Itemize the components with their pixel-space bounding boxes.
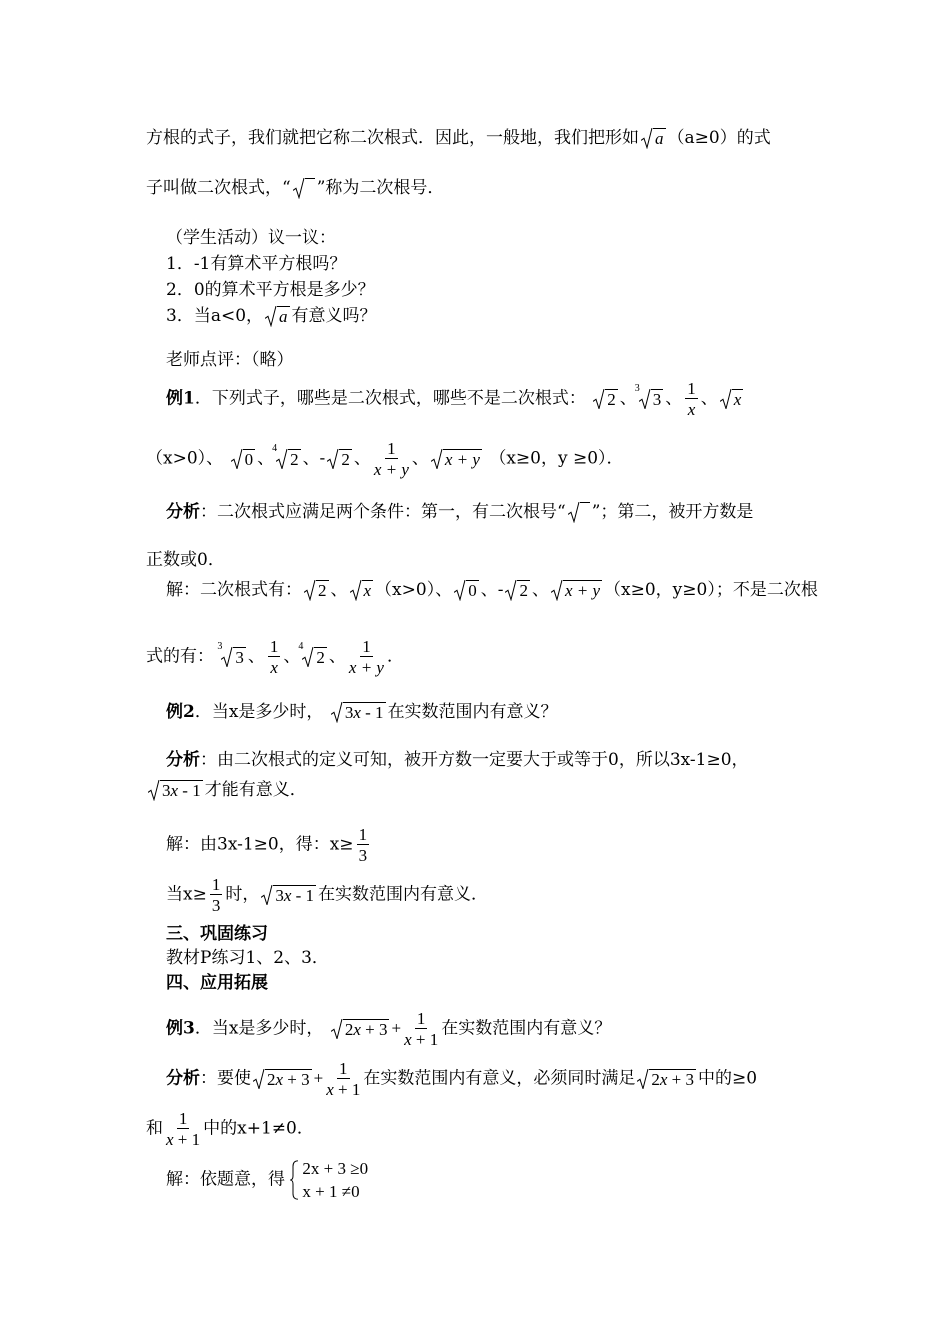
sqrt-x-plus-y: x + y <box>431 449 482 470</box>
example-2-analysis <box>166 752 749 769</box>
question-2: 2．0的算术平方根是多少？ <box>166 280 375 300</box>
question-1: 1．-1有算术平方根吗？ <box>166 254 347 274</box>
text: ：二次根式应满足两个条件：第一，有二次根号“ <box>200 501 566 522</box>
sqrt-2: 2 <box>304 580 329 601</box>
frac-1-over-x-plus-1: $\frac{1}{x + 1}$ <box>166 1109 201 1149</box>
text: 子叫做二次根式，“ <box>146 177 291 198</box>
text: 解：依题意，得 <box>166 1169 285 1190</box>
equation-system <box>290 1160 368 1200</box>
sqrt-3x-minus-1: 3x - 1 <box>261 885 316 906</box>
text: 解：二次根式有： <box>166 579 302 600</box>
sqrt-x-plus-y: x + y <box>551 580 602 601</box>
example-1-solution-2: 式的有： 3 3 、 $\frac{1}{x}$ 、 4 2 、 $\frac{1}{x + y}$ ． <box>146 637 404 677</box>
text: （x≥0，y≥0）；不是二次根 <box>604 579 818 600</box>
text: 在实数范围内有意义？ <box>387 701 558 722</box>
activity-title: （学生活动）议一议： <box>166 228 336 248</box>
sqrt-a: a <box>265 306 290 327</box>
text: 方根的式子，我们就把它称二次根式．因此，一般地，我们把形如 <box>146 127 639 148</box>
example-2-line <box>166 702 558 723</box>
text: 中的x+1≠0． <box>203 1118 314 1139</box>
cbrt-3: 3 3 <box>217 640 244 667</box>
example-1-line-2: （x>0）、 0 、 4 2 、- 2 、 $\frac{1}{x + y}$ 、 x + y （x≥0，y ≥0）． <box>146 439 624 479</box>
text: 在实数范围内有意义，必须同时满足 <box>363 1068 636 1089</box>
text: ：由二次根式的定义可知，被开方数一定要大于或等于0，所以3x-1≥0， <box>200 750 749 770</box>
equation-2: x + 1 ≠0 <box>302 1182 360 1201</box>
sqrt-2: 2 <box>327 449 352 470</box>
sqrt-a: a <box>641 128 666 149</box>
example-label: 例2 <box>166 701 195 722</box>
section-3-text: 教材P练习1、2、3． <box>166 948 329 968</box>
sqrt-2: 2 <box>593 389 618 410</box>
text: ：要使 <box>200 1068 251 1089</box>
equation-1: 2x + 3 ≥0 <box>302 1159 369 1178</box>
sqrt-2x-plus-3: 2x + 3 <box>253 1069 312 1090</box>
para-line-1 <box>146 128 771 149</box>
example-2-solution <box>166 826 372 864</box>
example-1-line: 例1．下列式子，哪些是二次根式，哪些不是二次根式： 2 、 3 3 、 $\frac{1}{x}$ 、 x <box>166 379 742 419</box>
radical-sign <box>293 178 315 199</box>
frac-1-over-x-plus-1: $\frac{1}{x + 1}$ <box>404 1009 439 1049</box>
example-2-analysis-2 <box>146 780 307 801</box>
example-3-analysis-2 <box>146 1110 314 1148</box>
text: ”；第二，被开方数是 <box>591 501 754 522</box>
text: 才能有意义． <box>204 779 307 800</box>
text: 解：由3x-1≥0，得：x≥ <box>166 834 354 855</box>
text: 时， <box>225 884 260 905</box>
example-1-analysis <box>166 502 753 523</box>
fourth-root-2: 4 2 <box>272 442 299 469</box>
text: ．当x是多少时， <box>194 701 324 722</box>
example-label: 例3 <box>166 1018 195 1039</box>
frac-1-over-x: $\frac{1}{x}$ <box>269 637 279 677</box>
text: 中的≥0 <box>698 1068 758 1089</box>
text: 3．当a<0， <box>166 305 264 326</box>
example-3-solution <box>166 1160 368 1200</box>
analysis-label: 分析 <box>166 501 200 522</box>
radical-sign <box>568 502 590 523</box>
question-3 <box>166 306 377 327</box>
para-line-2 <box>146 178 444 199</box>
frac-1-over-3: $\frac{1}{3}$ <box>358 825 368 865</box>
cbrt-3: 3 3 <box>634 382 662 409</box>
example-2-solution-2 <box>166 876 488 914</box>
text: （x≥0，y ≥0）． <box>489 448 624 469</box>
teacher-comment: 老师点评：（略） <box>166 350 294 370</box>
text: ．下列式子，哪些是二次根式，哪些不是二次根式： <box>194 388 586 409</box>
text: ”称为二次根号． <box>316 177 445 198</box>
text: 在实数范围内有意义． <box>318 884 489 905</box>
example-3-line: 例3．当x是多少时， 2x + 3 + $\frac{1}{x + 1}$ 在实数范围内有意义？ <box>166 1009 612 1049</box>
fourth-root-2: 4 2 <box>298 640 325 667</box>
sqrt-2x-plus-3: 2x + 3 <box>331 1019 390 1040</box>
sqrt-3x-minus-1: 3x - 1 <box>331 702 386 723</box>
example-1-solution: 解：二次根式有： 2 、 x （x>0）、 0 、- 2 、 x + y （x≥0，y≥0）；不是二次根 <box>166 579 818 600</box>
section-4-title: 四、应用拓展 <box>166 973 268 993</box>
text: 式的有： <box>146 646 214 667</box>
frac-1-over-x: $\frac{1}{x}$ <box>687 379 696 419</box>
frac-1-over-x-plus-y: $\frac{1}{x + y}$ <box>373 439 409 479</box>
sqrt-0: 0 <box>231 449 256 470</box>
sqrt-x: x <box>720 389 744 410</box>
analysis-label: 分析 <box>166 750 200 770</box>
example-1-analysis-2: 正数或0． <box>146 550 225 570</box>
text: 当x≥ <box>166 884 207 905</box>
text: （x>0）、 <box>375 579 453 600</box>
sqrt-2x-plus-3: 2x + 3 <box>637 1069 696 1090</box>
text: ．当x是多少时， <box>194 1018 324 1039</box>
frac-1-over-3: $\frac{1}{3}$ <box>211 875 221 915</box>
sqrt-x: x <box>350 580 374 601</box>
frac-1-over-x-plus-1: $\frac{1}{x + 1}$ <box>326 1059 361 1099</box>
example-label: 例1 <box>166 388 195 409</box>
text: （a≥0）的式 <box>667 127 771 148</box>
text: 有意义吗？ <box>291 305 377 326</box>
text: （x>0）、 <box>146 448 224 469</box>
section-3-title: 三、巩固练习 <box>166 924 268 944</box>
text: 和 <box>146 1118 163 1139</box>
sqrt-2: 2 <box>505 580 530 601</box>
sqrt-3x-minus-1: 3x - 1 <box>148 780 203 801</box>
example-3-analysis: 分析：要使 2x + 3 + $\frac{1}{x + 1}$ 在实数范围内有意义，必须同时满足 2x + 3 中的≥0 <box>166 1059 758 1099</box>
text: 在实数范围内有意义？ <box>441 1018 612 1039</box>
frac-1-over-x-plus-y: $\frac{1}{x + y}$ <box>348 637 384 677</box>
analysis-label: 分析 <box>166 1068 200 1089</box>
sqrt-0: 0 <box>454 580 479 601</box>
